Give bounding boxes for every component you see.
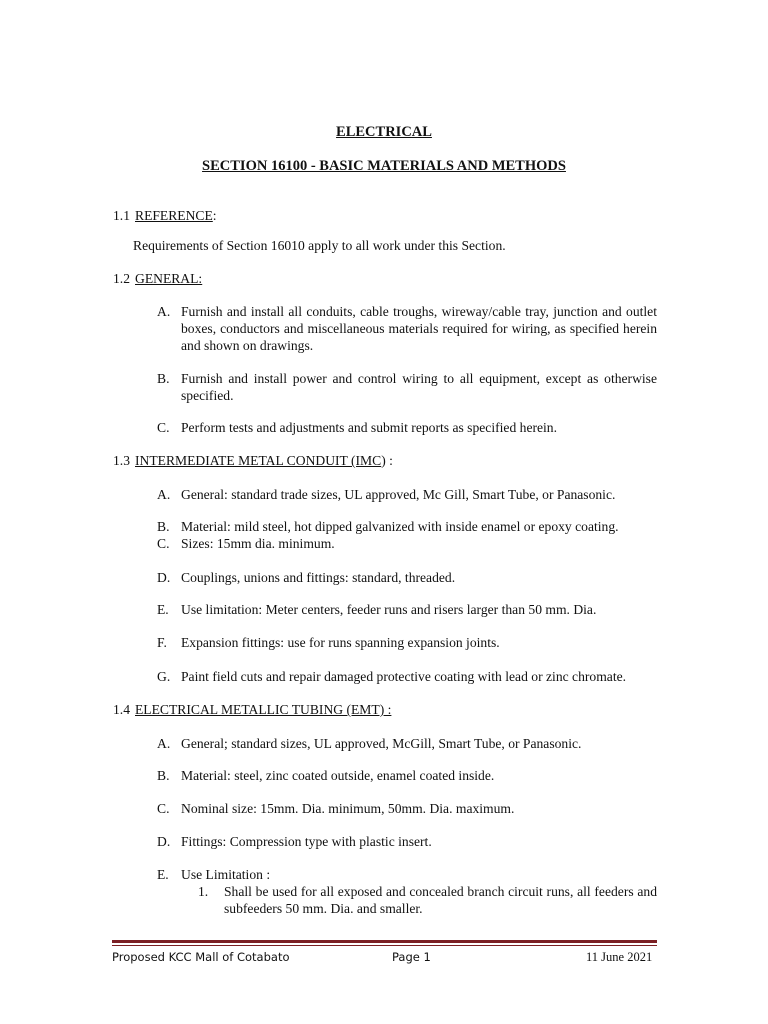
list-item-text: Sizes: 15mm dia. minimum. — [181, 536, 335, 551]
list-item-text: Couplings, unions and fittings: standard, threaded. — [181, 570, 456, 585]
list-item-text: Paint field cuts and repair damaged protective coating with lead or zinc chromate. — [181, 669, 627, 684]
list-item — [157, 866, 657, 883]
list-item — [157, 535, 657, 552]
list-item — [157, 735, 657, 752]
document-title: ELECTRICAL — [336, 124, 432, 140]
section-number: 1.3 — [113, 453, 130, 468]
list-item-label: B. — [157, 519, 170, 534]
list-item — [157, 634, 657, 651]
section-heading-1-3 — [113, 452, 393, 469]
list-item-text: Nominal size: 15mm. Dia. minimum, 50mm. Dia. maximum. — [181, 801, 515, 816]
list-item — [157, 518, 657, 535]
list-item-label: E. — [157, 867, 169, 882]
list-item — [157, 800, 657, 817]
list-item-text: Expansion fittings: use for runs spanning expansion joints. — [181, 635, 500, 650]
list-item-label: D. — [157, 570, 171, 585]
list-item — [157, 767, 657, 784]
footer-page-number: Page 1 — [392, 950, 431, 964]
section-heading-suffix: : — [212, 208, 217, 223]
list-item — [157, 569, 657, 586]
footer-date: 11 June 2021 — [586, 950, 653, 964]
section-number: 1.2 — [113, 271, 130, 286]
list-item-label: A. — [157, 736, 171, 751]
list-item — [157, 486, 657, 503]
list-item-label: C. — [157, 536, 170, 551]
sub-list-item-text: Shall be used for all exposed and concealed branch circuit runs, all feeders and subfeeders 50 mm. Dia. and smaller. — [224, 884, 657, 916]
section-paragraph: Requirements of Section 16010 apply to all work under this Section. — [133, 238, 506, 253]
list-item-label: C. — [157, 420, 170, 435]
list-item-text: General; standard sizes, UL approved, McGill, Smart Tube, or Panasonic. — [181, 736, 582, 751]
list-item-label: C. — [157, 801, 170, 816]
section-heading-text: REFERENCE — [135, 208, 213, 223]
section-heading-text: ELECTRICAL METALLIC TUBING (EMT) : — [135, 702, 392, 717]
list-item-label: B. — [157, 768, 170, 783]
list-item-label: A. — [157, 487, 171, 502]
section-number: 1.4 — [113, 702, 130, 717]
section-title: SECTION 16100 - BASIC MATERIALS AND METHODS — [202, 158, 566, 174]
list-item — [157, 419, 657, 436]
list-item — [157, 370, 657, 404]
list-item-text: Perform tests and adjustments and submit reports as specified herein. — [181, 420, 558, 435]
list-item-text: General: standard trade sizes, UL approved, Mc Gill, Smart Tube, or Panasonic. — [181, 487, 616, 502]
section-number: 1.1 — [113, 208, 130, 223]
list-item-label: E. — [157, 602, 169, 617]
section-heading-1-4 — [113, 701, 391, 718]
list-item-label: G. — [157, 669, 171, 684]
list-item-text: Furnish and install power and control wiring to all equipment, except as otherwise specified. — [181, 371, 657, 403]
sub-list-item-label: 1. — [198, 884, 209, 899]
list-item-text: Fittings: Compression type with plastic insert. — [181, 834, 432, 849]
section-heading-suffix: ) : — [381, 453, 393, 468]
list-item-label: F. — [157, 635, 167, 650]
list-item — [157, 303, 657, 354]
sub-list-item — [198, 883, 657, 917]
list-item — [157, 833, 657, 850]
footer-rule-thick — [112, 940, 657, 943]
list-item-text: Furnish and install all conduits, cable troughs, wireway/cable tray, junction and outlet boxes, conductors and miscellaneous materials required for wiring, as specified herein and shown on drawings. — [181, 304, 657, 353]
section-heading-1-2 — [113, 270, 202, 287]
list-item-text: Material: mild steel, hot dipped galvanized with inside enamel or epoxy coating. — [181, 519, 619, 534]
section-heading-text: INTERMEDIATE METAL CONDUIT (IMC — [135, 453, 382, 468]
list-item — [157, 668, 657, 685]
list-item — [157, 601, 657, 618]
list-item-text: Material: steel, zinc coated outside, enamel coated inside. — [181, 768, 495, 783]
section-heading-text: GENERAL: — [135, 271, 203, 286]
list-item-text: Use limitation: Meter centers, feeder runs and risers larger than 50 mm. Dia. — [181, 602, 597, 617]
footer-project: Proposed KCC Mall of Cotabato — [112, 950, 290, 964]
list-item-label: D. — [157, 834, 171, 849]
list-item-text: Use Limitation : — [181, 867, 271, 882]
list-item-label: A. — [157, 304, 171, 319]
section-heading-1-1 — [113, 207, 217, 224]
footer-rule-thin — [112, 945, 657, 946]
list-item-label: B. — [157, 371, 170, 386]
